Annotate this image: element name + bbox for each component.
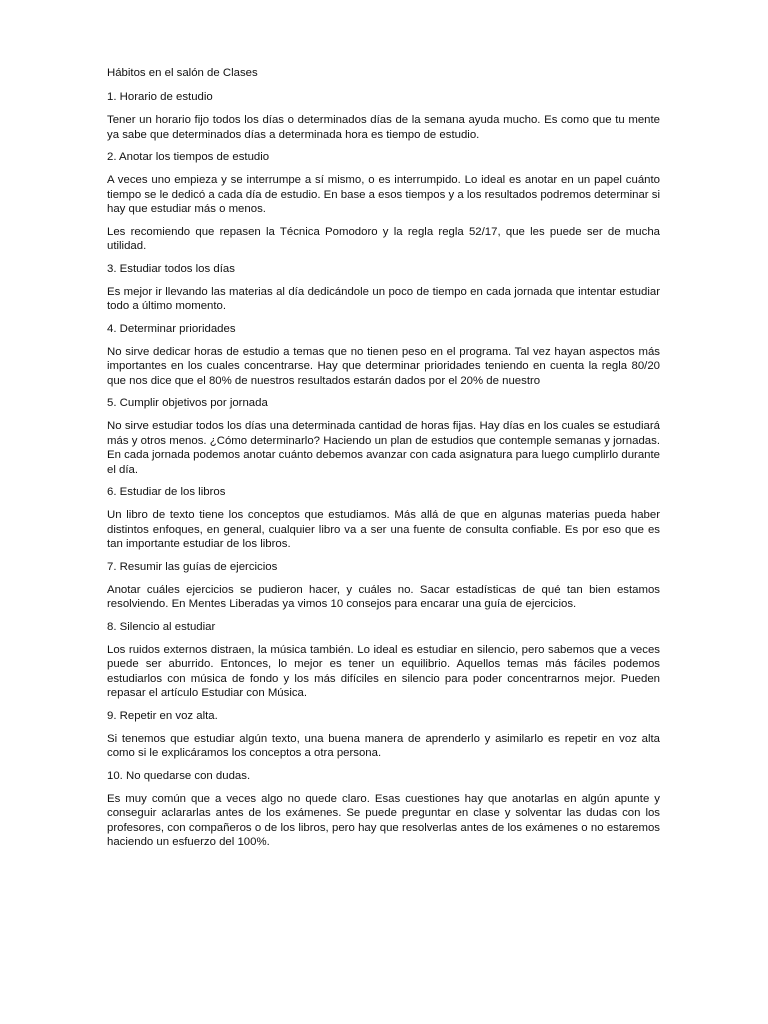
section-paragraph: Es muy común que a veces algo no quede claro. Esas cuestiones hay que anotarlas en algún apunte y conseguir aclararlas antes de los exámenes. Se puede preguntar en clase y solventar las dudas con los profesores, con compañeros o de los libros, pero hay que resolverlas antes de los exámenes o no estaremos haciendo un esfuerzo del 100%. bbox=[107, 792, 660, 848]
section-3 bbox=[107, 262, 660, 314]
section-heading: 4. Determinar prioridades bbox=[107, 322, 236, 335]
section-paragraph: Si tenemos que estudiar algún texto, una buena manera de aprenderlo y asimilarlo es repetir en voz alta como si le explicáramos los conceptos a otra persona. bbox=[107, 732, 660, 759]
section-heading: 5. Cumplir objetivos por jornada bbox=[107, 397, 268, 409]
section-8 bbox=[107, 620, 660, 701]
section-7 bbox=[107, 560, 660, 612]
section-heading: 9. Repetir en voz alta. bbox=[107, 709, 218, 722]
document-title: Hábitos en el salón de Clases bbox=[107, 67, 258, 79]
section-4 bbox=[107, 322, 660, 389]
section-heading: 2. Anotar los tiempos de estudio bbox=[107, 151, 270, 163]
section-paragraph: A veces uno empieza y se interrumpe a sí mismo, o es interrumpido. Lo ideal es anotar en un papel cuánto tiempo se le dedicó a cada día de estudio. En base a esos tiempos y a los resultados podremos determinar si hay que estudiar más o menos. bbox=[107, 174, 660, 215]
section-paragraph: No sirve dedicar horas de estudio a temas que no tienen peso en el programa. Tal vez hayan aspectos más importantes en los cuales concentrarse. Hay que determinar prioridades teniendo en cuenta la regla 80/20 que nos dice que el 80% de nuestros resultados estarán dados por el 20% de nuestro bbox=[107, 345, 660, 387]
section-paragraph: Anotar cuáles ejercicios se pudieron hacer, y cuáles no. Sacar estadísticas de qué tan bien estamos resolviendo. En Mentes Liberadas ya vimos 10 consejos para encarar una guía de ejercicios. bbox=[107, 583, 660, 610]
section-9 bbox=[107, 709, 660, 761]
section-paragraph: No sirve estudiar todos los días una determinada cantidad de horas fijas. Hay días en los cuales se estudiará más y otros menos. ¿Cómo determinarlo? Haciendo un plan de estudios que contemple semanas y jornadas. En cada jornada podemos anotar cuánto debemos avanzar con cada asignatura para luego cumplirlo durante el día. bbox=[107, 420, 660, 476]
section-heading: 3. Estudiar todos los días bbox=[107, 262, 235, 275]
section-paragraph: Los ruidos externos distraen, la música también. Lo ideal es estudiar en silencio, pero sabemos que a veces puede ser aburrido. Entonces, lo mejor es tener un equilibrio. Aquellos temas más fáciles podemos estudiarlos con música de fondo y los más difíciles en silencio para poder concentrarnos mejor. Pueden repasar el artículo Estudiar con Música. bbox=[107, 643, 660, 699]
section-paragraph: Les recomiendo que repasen la Técnica Pomodoro y la regla regla 52/17, que les puede ser de mucha utilidad. bbox=[107, 225, 660, 252]
section-heading: 6. Estudiar de los libros bbox=[107, 486, 226, 498]
section-10 bbox=[107, 769, 660, 850]
section-6 bbox=[107, 485, 660, 552]
section-paragraph: Tener un horario fijo todos los días o determinados días de la semana ayuda mucho. Es como que tu mente ya sabe que determinados días a determinada hora es tiempo de estudio. bbox=[107, 114, 660, 141]
section-1 bbox=[107, 90, 660, 142]
section-heading: 10. No quedarse con dudas. bbox=[107, 769, 251, 782]
section-paragraph: Un libro de texto tiene los conceptos que estudiamos. Más allá de que en algunas materias pueda haber distintos enfoques, en general, cualquier libro va a ser una fuente de consulta confiable. Es por eso que es tan importante estudiar de los libros. bbox=[107, 509, 660, 550]
section-heading: 8. Silencio al estudiar bbox=[107, 620, 216, 633]
section-2 bbox=[107, 150, 660, 254]
section-heading: 7. Resumir las guías de ejercicios bbox=[107, 560, 278, 573]
section-5 bbox=[107, 396, 660, 477]
section-heading: 1. Horario de estudio bbox=[107, 91, 213, 103]
section-paragraph: Es mejor ir llevando las materias al día dedicándole un poco de tiempo en cada jornada que intentar estudiar todo a último momento. bbox=[107, 285, 660, 312]
